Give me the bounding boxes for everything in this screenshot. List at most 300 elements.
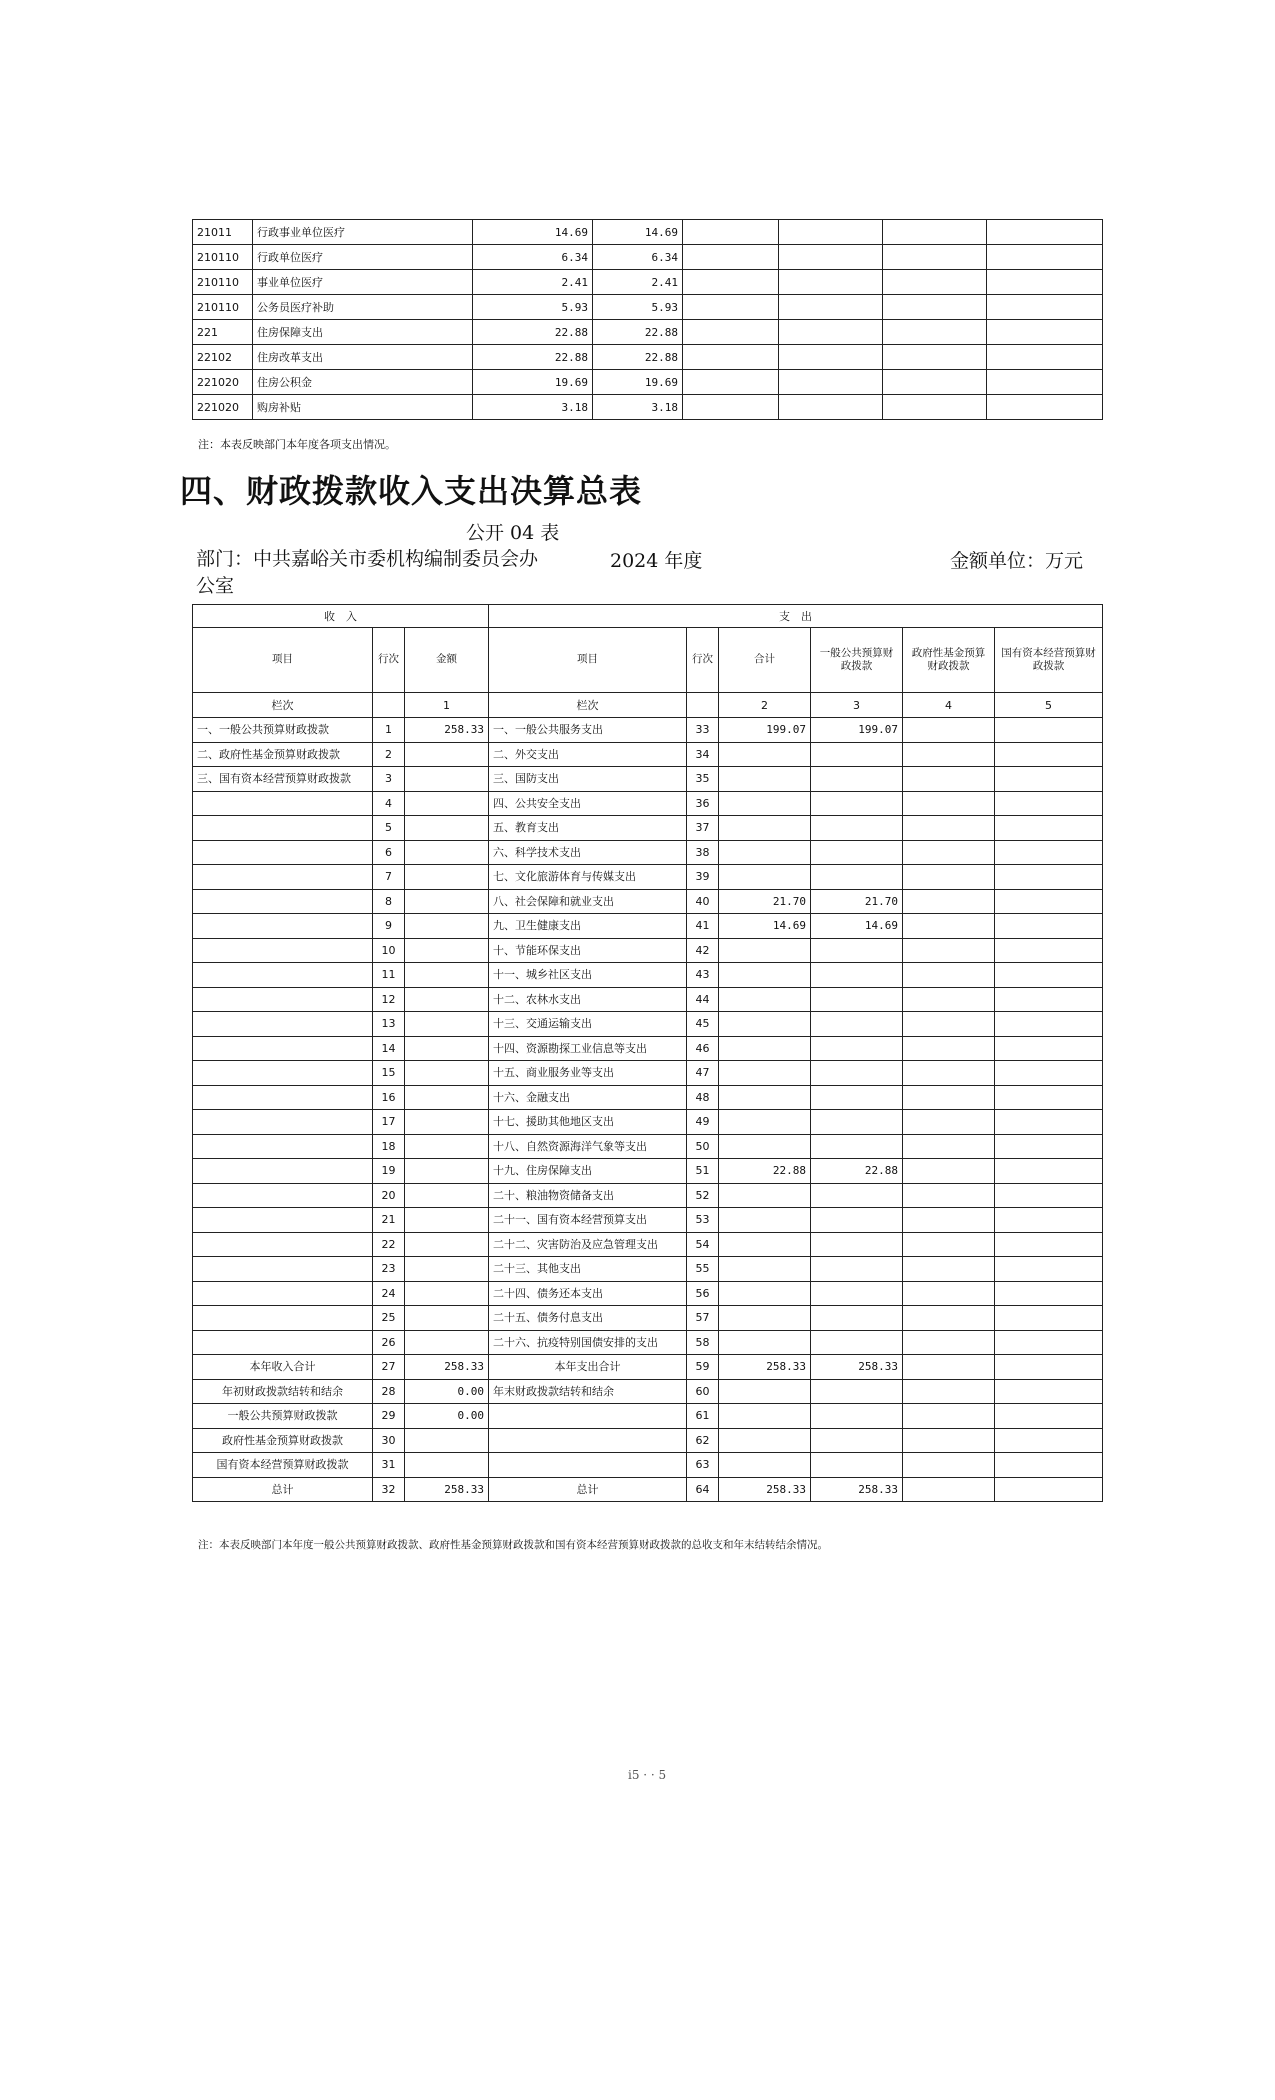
expense-item: 二十、粮油物资储备支出 [489,1183,687,1208]
general-budget-amount [811,1232,903,1257]
income-item [193,1330,373,1355]
empty-cell [995,1159,1103,1184]
empty-cell [995,1306,1103,1331]
table-code: 公开 04 表 [466,522,560,544]
empty-cell [903,963,995,988]
col-2: 2 [719,693,811,718]
expense-item: 本年支出合计 [489,1355,687,1380]
table-row [193,963,1103,988]
income-item [193,1110,373,1135]
income-amount [405,889,489,914]
empty-cell [987,370,1103,395]
income-amount [405,987,489,1012]
empty-cell [883,320,987,345]
empty-cell [995,1110,1103,1135]
expense-line: 39 [687,865,719,890]
empty-cell [683,245,779,270]
income-line: 13 [373,1012,405,1037]
empty-cell [995,1183,1103,1208]
income-line: 2 [373,742,405,767]
name-cell: 公务员医疗补助 [253,295,473,320]
expense-total [719,1183,811,1208]
income-amount: 258.33 [405,718,489,743]
expense-line: 46 [687,1036,719,1061]
income-line: 26 [373,1330,405,1355]
income-line: 14 [373,1036,405,1061]
income-item [193,1036,373,1061]
income-line: 20 [373,1183,405,1208]
expense-item: 三、国防支出 [489,767,687,792]
col-5: 5 [995,693,1103,718]
income-line: 25 [373,1306,405,1331]
value-cell: 5.93 [473,295,593,320]
income-amount [405,1134,489,1159]
empty-cell [903,938,995,963]
empty-cell [883,270,987,295]
expense-line: 41 [687,914,719,939]
empty-cell [903,1110,995,1135]
expense-item: 八、社会保障和就业支出 [489,889,687,914]
income-item: 政府性基金预算财政拨款 [193,1428,373,1453]
value-cell: 19.69 [473,370,593,395]
empty-cell [995,1134,1103,1159]
general-budget-amount [811,1085,903,1110]
code-cell: 210110 [193,245,253,270]
income-line: 19 [373,1159,405,1184]
general-budget-amount [811,767,903,792]
code-cell: 210110 [193,270,253,295]
empty-cell [779,370,883,395]
empty-cell [883,245,987,270]
general-budget-amount [811,1453,903,1478]
expense-item: 十七、援助其他地区支出 [489,1110,687,1135]
table-row [193,320,1103,345]
fiscal-year: 2024 年度 [610,550,703,572]
expense-total [719,1134,811,1159]
table-row [193,1159,1103,1184]
empty-cell [995,1453,1103,1478]
income-line: 6 [373,840,405,865]
expense-total [719,1281,811,1306]
value-cell: 14.69 [473,220,593,245]
general-budget-amount [811,1012,903,1037]
table-row [193,1012,1103,1037]
expense-total: 21.70 [719,889,811,914]
expense-line: 59 [687,1355,719,1380]
expense-total [719,767,811,792]
expense-item: 一、一般公共服务支出 [489,718,687,743]
empty-cell [883,370,987,395]
expense-total [719,840,811,865]
expense-item: 四、公共安全支出 [489,791,687,816]
general-budget-amount [811,1061,903,1086]
table-row [193,1428,1103,1453]
expense-header: 支 出 [489,605,1103,628]
income-amount [405,865,489,890]
empty-cell [987,395,1103,420]
expense-item: 十一、城乡社区支出 [489,963,687,988]
page-mark: i5 · · 5 [628,1768,667,1782]
general-budget-header: 一般公共预算财政拨款 [811,628,903,693]
income-amount [405,1061,489,1086]
empty-cell [903,791,995,816]
expense-line: 56 [687,1281,719,1306]
empty-cell [995,889,1103,914]
empty-cell [995,914,1103,939]
empty-cell [683,220,779,245]
expense-total: 199.07 [719,718,811,743]
empty-cell [995,1232,1103,1257]
expense-line: 35 [687,767,719,792]
income-line: 12 [373,987,405,1012]
empty-cell [779,245,883,270]
value-cell: 22.88 [473,345,593,370]
empty-cell [995,1036,1103,1061]
empty-cell [995,791,1103,816]
income-amount: 258.33 [405,1355,489,1380]
income-item [193,1306,373,1331]
general-budget-amount [811,987,903,1012]
income-item [193,963,373,988]
code-cell: 21011 [193,220,253,245]
income-line: 23 [373,1257,405,1282]
amount-unit: 金额单位：万元 [950,550,1084,572]
empty-cell [903,1061,995,1086]
income-line: 21 [373,1208,405,1233]
table-row [193,816,1103,841]
empty-cell [903,1355,995,1380]
income-amount [405,1183,489,1208]
empty-cell [995,1061,1103,1086]
table-row [193,791,1103,816]
empty-cell [903,1257,995,1282]
department-label: 部门：中共嘉峪关市委机构编制委员会办公室 [196,548,539,597]
income-amount [405,1036,489,1061]
name-cell: 行政事业单位医疗 [253,220,473,245]
col-3: 3 [811,693,903,718]
code-cell: 221020 [193,370,253,395]
expense-item: 年末财政拨款结转和结余 [489,1379,687,1404]
empty-cell [995,742,1103,767]
expense-line: 62 [687,1428,719,1453]
income-amount [405,1208,489,1233]
expense-item: 二十四、债务还本支出 [489,1281,687,1306]
name-cell: 住房公积金 [253,370,473,395]
empty-cell [903,987,995,1012]
table-row [193,220,1103,245]
empty-cell [683,345,779,370]
table-row [193,1232,1103,1257]
expense-line: 51 [687,1159,719,1184]
income-item [193,938,373,963]
name-cell: 购房补贴 [253,395,473,420]
empty-cell [903,1036,995,1061]
expense-total [719,1085,811,1110]
income-line: 24 [373,1281,405,1306]
value-cell: 19.69 [593,370,683,395]
empty-cell [903,865,995,890]
income-line-header: 行次 [373,628,405,693]
empty-cell [995,718,1103,743]
empty-cell [683,370,779,395]
table-row [193,1085,1103,1110]
value-cell: 22.88 [473,320,593,345]
expense-item: 十二、农林水支出 [489,987,687,1012]
table-row [193,1208,1103,1233]
empty-cell [903,1085,995,1110]
expense-item: 七、文化旅游体育与传媒支出 [489,865,687,890]
table-row [193,840,1103,865]
table-row [193,1330,1103,1355]
empty-cell [779,220,883,245]
col-label: 栏次 [489,693,687,718]
expense-line: 55 [687,1257,719,1282]
table-row [193,345,1103,370]
table-row [193,1257,1103,1282]
empty-cell [995,767,1103,792]
empty-cell [903,1453,995,1478]
expense-item: 十六、金融支出 [489,1085,687,1110]
general-budget-amount: 14.69 [811,914,903,939]
income-line: 32 [373,1477,405,1502]
expense-line: 34 [687,742,719,767]
expense-item: 十、节能环保支出 [489,938,687,963]
state-capital-header: 国有资本经营预算财政拨款 [995,628,1103,693]
expense-line: 52 [687,1183,719,1208]
expense-total [719,1036,811,1061]
empty-cell [903,1330,995,1355]
empty-cell [903,1428,995,1453]
table-row [193,1183,1103,1208]
expense-item: 二、外交支出 [489,742,687,767]
empty-cell [683,320,779,345]
expense-total [719,791,811,816]
table-row [193,270,1103,295]
empty-cell [995,1428,1103,1453]
expense-total: 258.33 [719,1355,811,1380]
expense-total: 14.69 [719,914,811,939]
empty-cell [987,345,1103,370]
name-cell: 住房改革支出 [253,345,473,370]
empty-cell [995,816,1103,841]
table2-note: 注：本表反映部门本年度一般公共预算财政拨款、政府性基金预算财政拨款和国有资本经营预算财政拨款的总收支和年末结转结余情况。 [198,1539,828,1551]
empty-cell [883,220,987,245]
empty-cell [987,320,1103,345]
empty-cell [987,295,1103,320]
empty-cell [995,1208,1103,1233]
expense-item: 十五、商业服务业等支出 [489,1061,687,1086]
general-budget-amount [811,865,903,890]
income-amount [405,742,489,767]
general-budget-amount: 199.07 [811,718,903,743]
income-amount [405,1453,489,1478]
income-item [193,1232,373,1257]
expense-line: 40 [687,889,719,914]
general-budget-amount [811,816,903,841]
expense-line: 64 [687,1477,719,1502]
income-line: 9 [373,914,405,939]
empty-cell [995,1085,1103,1110]
empty-cell [903,1281,995,1306]
income-amount-header: 金额 [405,628,489,693]
income-item [193,1134,373,1159]
income-item [193,914,373,939]
table-row [193,1404,1103,1429]
expense-line: 38 [687,840,719,865]
value-cell: 3.18 [593,395,683,420]
expense-item [489,1428,687,1453]
empty-cell [903,1183,995,1208]
general-budget-amount: 258.33 [811,1477,903,1502]
code-cell: 210110 [193,295,253,320]
table-row [193,295,1103,320]
expense-total [719,1061,811,1086]
income-line: 29 [373,1404,405,1429]
section-title: 四、财政拨款收入支出决算总表 [180,472,643,510]
empty-cell [995,1404,1103,1429]
general-budget-amount [811,791,903,816]
fiscal-appropriation-summary-table [192,604,1103,1502]
table-row [193,1281,1103,1306]
value-cell: 22.88 [593,320,683,345]
empty-cell [903,1477,995,1502]
expense-total [719,1257,811,1282]
empty-cell [903,1379,995,1404]
income-item: 一、一般公共预算财政拨款 [193,718,373,743]
expense-total [719,1012,811,1037]
expense-total: 22.88 [719,1159,811,1184]
empty-cell [987,270,1103,295]
table1-note: 注：本表反映部门本年度各项支出情况。 [198,438,396,451]
table-row [193,1061,1103,1086]
expense-item: 二十三、其他支出 [489,1257,687,1282]
income-line: 18 [373,1134,405,1159]
income-item [193,1183,373,1208]
income-amount: 0.00 [405,1404,489,1429]
table-row [193,1306,1103,1331]
expense-total [719,1428,811,1453]
income-item [193,1012,373,1037]
value-cell: 2.41 [473,270,593,295]
general-budget-amount [811,1379,903,1404]
income-item [193,1061,373,1086]
expense-line: 37 [687,816,719,841]
table-row [193,889,1103,914]
expense-line: 57 [687,1306,719,1331]
table-row [193,742,1103,767]
expense-total [719,1110,811,1135]
code-cell: 221 [193,320,253,345]
expense-item-header: 项目 [489,628,687,693]
empty-cell [779,345,883,370]
expense-item: 十三、交通运输支出 [489,1012,687,1037]
general-budget-amount [811,1257,903,1282]
income-item: 国有资本经营预算财政拨款 [193,1453,373,1478]
expense-line: 53 [687,1208,719,1233]
total-header: 合计 [719,628,811,693]
income-amount [405,1281,489,1306]
general-budget-amount [811,1281,903,1306]
income-item [193,816,373,841]
income-item [193,889,373,914]
table-row [193,1477,1103,1502]
empty-cell [995,1257,1103,1282]
empty-cell [683,395,779,420]
gov-fund-header: 政府性基金预算财政拨款 [903,628,995,693]
income-amount: 258.33 [405,1477,489,1502]
empty-cell [903,1404,995,1429]
income-item: 三、国有资本经营预算财政拨款 [193,767,373,792]
general-budget-amount [811,840,903,865]
value-cell: 22.88 [593,345,683,370]
table-row [193,987,1103,1012]
income-line: 17 [373,1110,405,1135]
income-item [193,840,373,865]
empty-cell [995,1330,1103,1355]
code-cell: 22102 [193,345,253,370]
expense-total [719,938,811,963]
general-budget-amount [811,1428,903,1453]
empty-cell [779,295,883,320]
income-line: 11 [373,963,405,988]
income-amount [405,840,489,865]
income-line: 30 [373,1428,405,1453]
expense-total: 258.33 [719,1477,811,1502]
income-line: 4 [373,791,405,816]
income-amount [405,1428,489,1453]
expense-item: 十四、资源勘探工业信息等支出 [489,1036,687,1061]
income-amount [405,1330,489,1355]
value-cell: 6.34 [593,245,683,270]
empty-cell [995,963,1103,988]
general-budget-amount [811,1404,903,1429]
expense-line: 49 [687,1110,719,1135]
expense-item [489,1404,687,1429]
empty-cell [903,914,995,939]
expense-total [719,963,811,988]
empty-cell [995,938,1103,963]
table-row [193,395,1103,420]
table-row [193,1355,1103,1380]
expense-item: 六、科学技术支出 [489,840,687,865]
name-cell: 行政单位医疗 [253,245,473,270]
expense-item: 二十二、灾害防治及应急管理支出 [489,1232,687,1257]
income-amount [405,1012,489,1037]
income-amount [405,938,489,963]
table-row [193,245,1103,270]
income-item [193,865,373,890]
income-amount [405,791,489,816]
income-item [193,791,373,816]
empty-cell [903,1134,995,1159]
col-label: 栏次 [193,693,373,718]
general-budget-amount [811,963,903,988]
expenditure-detail-table [192,219,1103,420]
empty-cell [995,987,1103,1012]
income-item: 二、政府性基金预算财政拨款 [193,742,373,767]
expense-total [719,1330,811,1355]
table-row [193,914,1103,939]
expense-line: 43 [687,963,719,988]
expense-line: 44 [687,987,719,1012]
code-cell: 221020 [193,395,253,420]
expense-line: 33 [687,718,719,743]
expense-line: 42 [687,938,719,963]
general-budget-amount [811,938,903,963]
empty-cell [903,816,995,841]
value-cell: 2.41 [593,270,683,295]
income-header: 收 入 [193,605,489,628]
